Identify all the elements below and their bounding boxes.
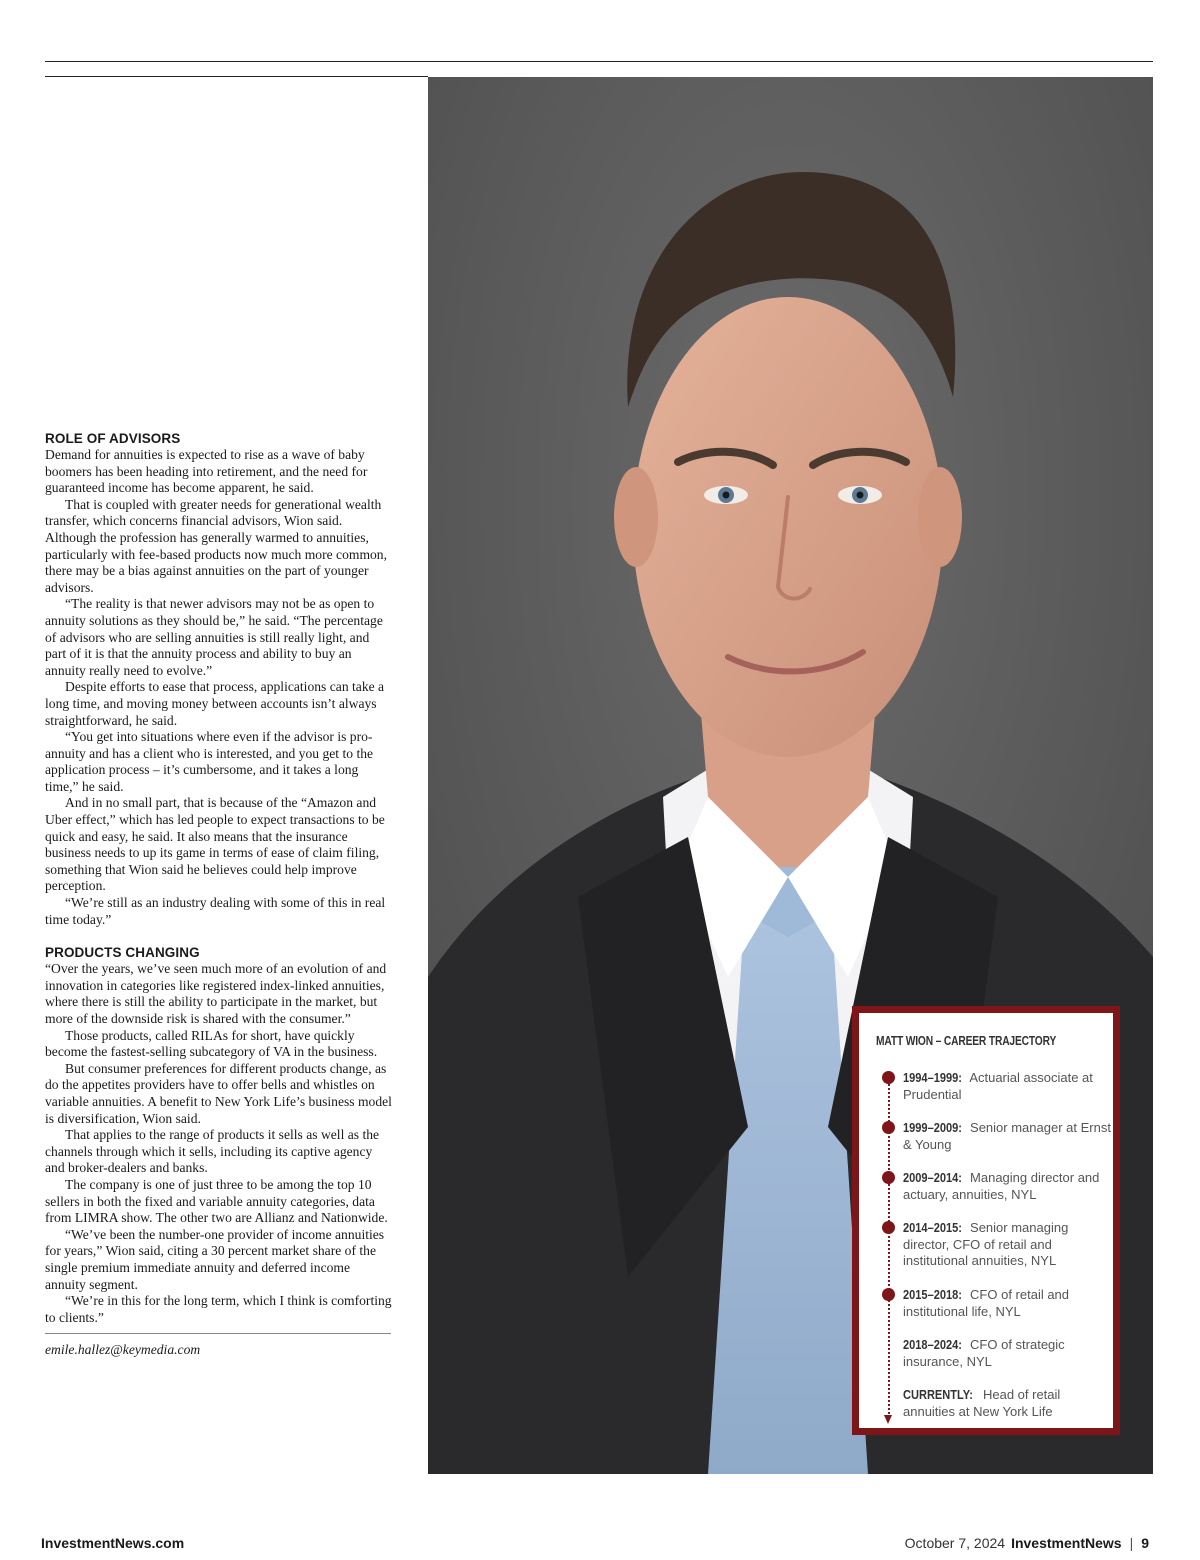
timeline-role: Managing director and actuary, annuities, NYL [903,1170,1100,1202]
column-rule [45,76,428,77]
footer-site: InvestmentNews.com [41,1535,185,1551]
paragraph: And in no small part, that is because of the “Amazon and Uber effect,” which has led people to expect transactions to be quick and easy, he said. It also means that the insurance business needs to up its game in terms of ease of claim filing, something that Wion said he believes could help improve perception. [45,795,385,894]
section-heading-products-changing: PRODUCTS CHANGING [45,945,200,961]
paragraph: “We’re still as an industry dealing with some of this in real time today.” [45,895,386,927]
timeline-role: CFO of strategic insurance, NYL [903,1337,1065,1369]
timeline-role: CFO of retail and institutional life, NYL [903,1287,1070,1319]
paragraph: Demand for annuities is expected to rise as a wave of baby boomers has been heading into retirement, and the need for guaranteed income has become apparent, he said. [45,447,368,496]
paragraph: The company is one of just three to be among the top 10 sellers in both the fixed and variable annuity categories, data from LIMRA show. The other two are Allianz and Nationwide. [45,1176,388,1226]
section-heading-role-of-advisors: ROLE OF ADVISORS [45,431,181,446]
timeline-years: 2009–2014: [903,1170,962,1185]
paragraph: Those products, called RILAs for short, have quickly become the fastest-selling subcategory of VA in the business. [45,1027,378,1060]
folio-divider: | [1129,1535,1134,1551]
paragraph: But consumer preferences for different products change, as do the appetites providers have to offer bells and whistles on variable annuities. A benefit to New York Life’s business model is diversification, Wion said. [45,1060,392,1126]
timeline-years: 1994–1999: [903,1070,962,1085]
timeline-years: 2014–2015: [903,1220,962,1235]
paragraph: “We’ve been the number-one provider of income annuities for years,” Wion said, citing a 30 percent market share of the single premium immediate annuity and deferred income annuity segment. [45,1226,385,1292]
timeline-dot-icon [882,1071,895,1084]
paragraph: “The reality is that newer advisors may not be as open to annuity solutions as they should be,” he said. “The percentage of advisors who are selling annuities is still really light, and part of it is that the annuity process and ability to buy an annuity really need to evolve.” [45,596,383,678]
timeline-dot-icon [882,1288,895,1301]
issue-date: October 7, 2024 [904,1535,1006,1551]
timeline-years: 1999–2009: [903,1120,962,1135]
timeline-role: Senior manager at Ernst & Young [903,1120,1111,1152]
paragraph: “You get into situations where even if the advisor is pro-annuity and has a client who is interested, and you get to the application process – it’s cumbersome, and it takes a long time,” he said. [45,729,374,794]
paragraph: That is coupled with greater needs for generational wealth transfer, which concerns financial advisors, Wion said. Although the profession has generally warmed to annuities, particularly with fee-based products now much more common, there may be a bias against annuities on the part of younger advisors. [45,496,388,595]
career-trajectory-box [852,1006,1120,1435]
timeline-years: 2018–2024: [903,1337,962,1352]
paragraph: Despite efforts to ease that process, applications can take a long time, and moving money between accounts isn’t always straightforward, he said. [45,679,385,728]
timeline-role: Senior managing director, CFO of retail and institutional annuities, NYL [903,1220,1069,1269]
timeline-arrow-icon [884,1415,892,1424]
publication-name: InvestmentNews [1011,1535,1122,1551]
timeline-dot-icon [882,1121,895,1134]
career-trajectory-title: MATT WION – CAREER TRAJECTORY [876,1034,1057,1048]
author-email: emile.hallez@keymedia.com [45,1342,201,1358]
timeline-dot-icon [882,1171,895,1184]
top-rule [45,61,1153,62]
timeline-years: 2015–2018: [903,1287,962,1302]
footer-folio [905,1535,1149,1551]
paragraph: “We’re in this for the long term, which I think is comforting to clients.” [45,1293,392,1325]
timeline-role: Actuarial associate at Prudential [903,1070,1093,1102]
signature-rule [45,1333,391,1334]
timeline-dot-icon [882,1221,895,1234]
timeline-years: CURRENTLY: [903,1387,973,1402]
timeline-role: Head of retail annuities at New York Life [903,1387,1061,1419]
article-column [45,430,392,1359]
page-number: 9 [1141,1535,1149,1551]
paragraph: “Over the years, we’ve seen much more of an evolution of and innovation in categories like registered index-linked annuities, where there is still the ability to participate in the market, but more of the downside risk is shared with the consumer.” [45,961,387,1026]
paragraph: That applies to the range of products it sells as well as the channels through which it sells, including its captive agency and broker-dealers and banks. [45,1127,380,1176]
